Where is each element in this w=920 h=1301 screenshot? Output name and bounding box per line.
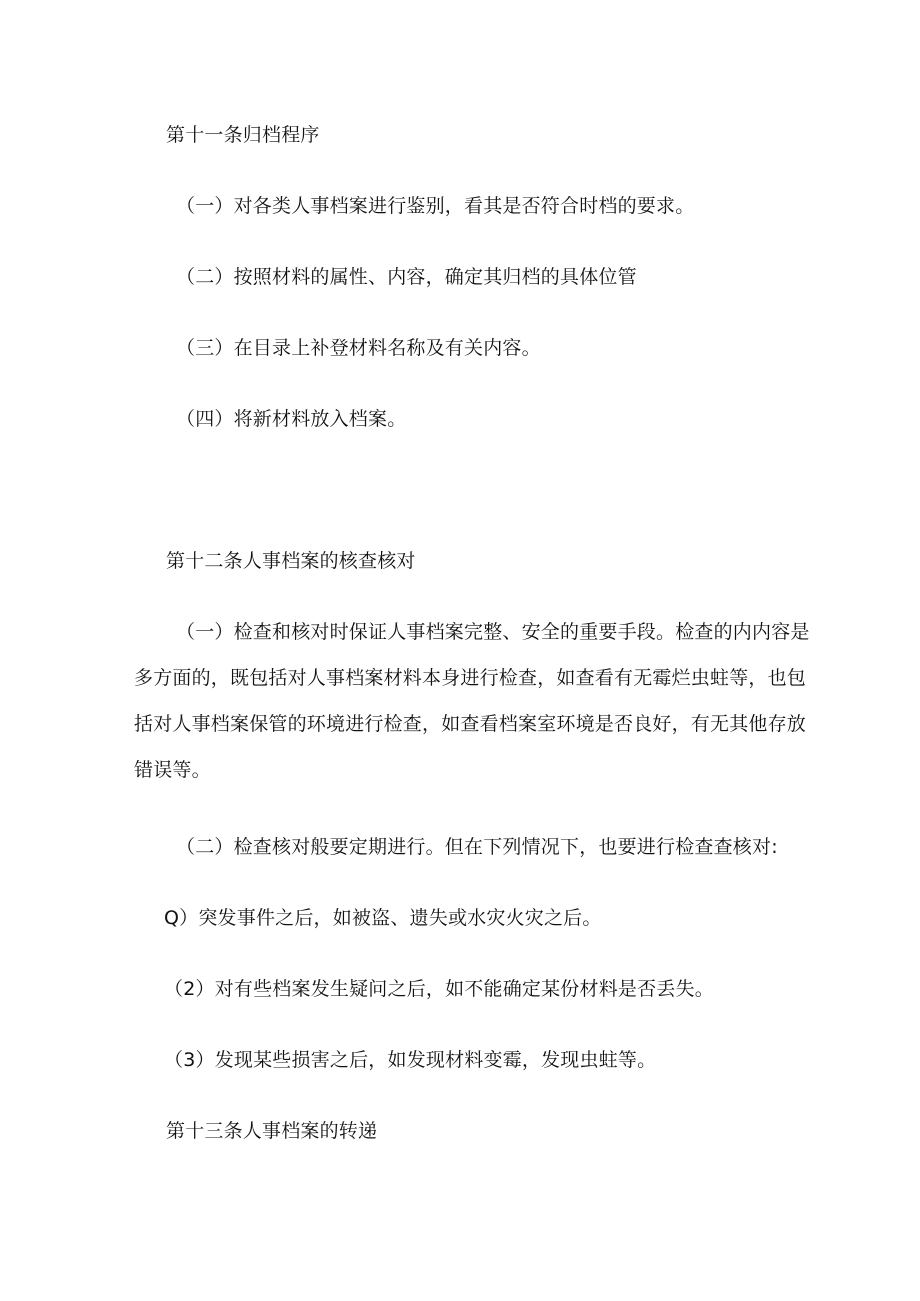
article-12-para1-line-3: 括对人事档案保管的环境进行检查，如查看档案室环境是否良好，有无其他存放 xyxy=(134,713,807,735)
article-13-title: 第十三条人事档案的转递 xyxy=(166,1120,378,1142)
article-11-title: 第十一条归档程序 xyxy=(166,124,320,146)
article-11-item-1: （一）对各类人事档案进行鉴别，看其是否符合时档的要求。 xyxy=(176,195,695,217)
article-12-para1-line-2: 多方面的，既包括对人事档案材料本身进行检查，如查看有无霉烂虫蛀等，也包 xyxy=(134,667,807,689)
article-12-sub-item-2: （2）对有些档案发生疑问之后，如不能确定某份材料是否丢失。 xyxy=(164,978,714,1000)
article-12-para2: （二）检查核对般要定期进行。但在下列情况下，也要进行检查查核对: xyxy=(176,836,778,858)
article-12-sub-item-3: （3）发现某些损害之后，如发现材料变霉，发现虫蛀等。 xyxy=(164,1049,657,1071)
article-12-title: 第十二条人事档案的核查核对 xyxy=(166,550,416,572)
article-11-item-3: （三）在目录上补登材料名称及有关内容。 xyxy=(176,337,541,359)
article-11-item-4: （四）将新材料放入档案。 xyxy=(176,408,407,430)
article-12-para1-line-4: 错误等。 xyxy=(134,759,211,781)
article-11-item-2: （二）按照材料的属性、内容，确定其归档的具体位管 xyxy=(176,266,637,288)
article-12-para1-line-1: （一）检查和核对时保证人事档案完整、安全的重要手段。检查的内内容是 xyxy=(176,621,810,643)
article-12-sub-item-1: Q）突发事件之后，如被盗、遗失或水灾火灾之后。 xyxy=(164,907,602,929)
